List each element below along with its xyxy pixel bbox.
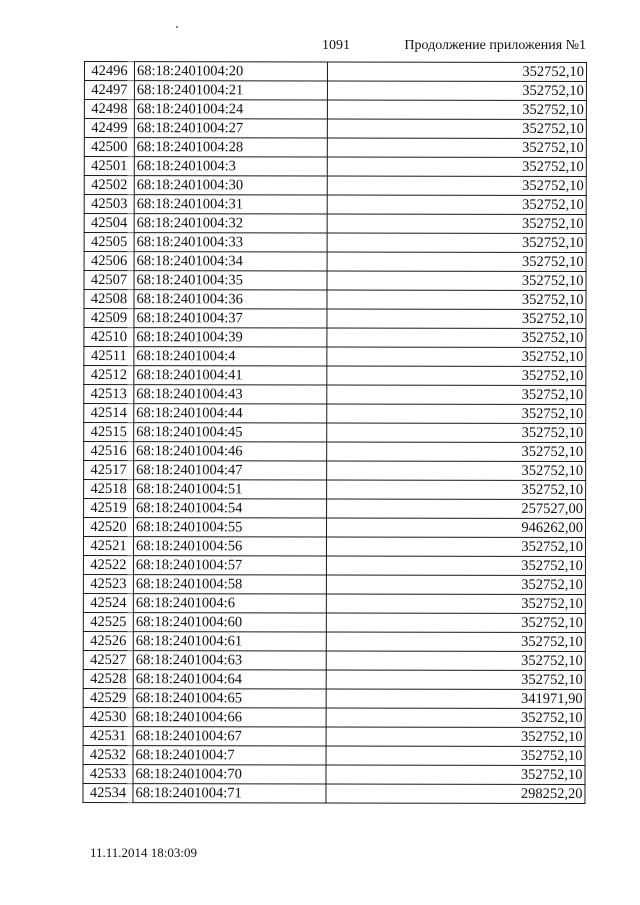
table-row (84, 176, 586, 196)
row-id-cell: 42510 (84, 328, 134, 347)
row-id-cell: 42512 (84, 366, 134, 385)
cadastral-number-cell: 68:18:2401004:66 (133, 708, 326, 727)
table-row (84, 328, 586, 348)
cadastral-number-cell: 68:18:2401004:31 (134, 195, 327, 214)
table-row (83, 537, 585, 557)
table-row (83, 650, 585, 670)
register-table (82, 61, 587, 804)
table-row (84, 119, 586, 139)
value-cell: 352752,10 (326, 594, 585, 614)
cadastral-number-cell: 68:18:2401004:3 (134, 157, 327, 176)
table-row (83, 593, 585, 613)
cadastral-number-cell: 68:18:2401004:64 (133, 670, 326, 689)
table-row (83, 631, 585, 651)
row-id-cell: 42501 (84, 157, 134, 176)
row-id-cell: 42517 (84, 461, 134, 480)
value-cell: 352752,10 (327, 138, 586, 158)
cadastral-number-cell: 68:18:2401004:28 (134, 138, 327, 157)
table-row (84, 233, 586, 253)
row-id-cell: 42523 (83, 574, 133, 593)
cadastral-number-cell: 68:18:2401004:20 (134, 62, 327, 81)
value-cell: 352752,10 (326, 556, 585, 576)
table-row (83, 669, 585, 689)
table-row (83, 726, 585, 746)
row-id-cell: 42528 (83, 669, 133, 688)
value-cell: 352752,10 (326, 537, 585, 557)
cadastral-number-cell: 68:18:2401004:51 (134, 480, 327, 499)
value-cell: 352752,10 (326, 613, 585, 633)
row-id-cell: 42520 (84, 518, 134, 537)
table-row (84, 461, 586, 481)
row-id-cell: 42526 (83, 631, 133, 650)
footer-timestamp: 11.11.2014 18:03:09 (90, 845, 198, 860)
row-id-cell: 42518 (84, 480, 134, 499)
value-cell: 352752,10 (327, 195, 586, 215)
table-row (84, 138, 586, 158)
cadastral-number-cell: 68:18:2401004:56 (133, 537, 326, 556)
value-cell: 352752,10 (327, 423, 586, 443)
cadastral-number-cell: 68:18:2401004:57 (133, 556, 326, 575)
row-id-cell: 42506 (84, 252, 134, 271)
table-row (84, 518, 586, 538)
row-id-cell: 42524 (83, 593, 133, 612)
table-row (83, 688, 585, 708)
table-row (84, 366, 586, 386)
value-cell: 352752,10 (326, 632, 585, 652)
table-row (84, 157, 586, 177)
value-cell: 352752,10 (327, 119, 586, 139)
value-cell: 352752,10 (327, 461, 586, 481)
table-row (84, 309, 586, 329)
value-cell: 352752,10 (327, 404, 586, 424)
row-id-cell: 42521 (83, 537, 133, 556)
row-id-cell: 42531 (83, 726, 133, 745)
row-id-cell: 42522 (83, 555, 133, 574)
row-id-cell: 42513 (84, 385, 134, 404)
row-id-cell: 42507 (84, 271, 134, 290)
value-cell: 946262,00 (327, 518, 586, 538)
value-cell: 352752,10 (326, 575, 585, 595)
table-row (84, 499, 586, 519)
table-row (84, 252, 586, 272)
row-id-cell: 42532 (83, 745, 133, 764)
table-row (83, 783, 585, 803)
row-id-cell: 42519 (84, 499, 134, 518)
value-cell: 352752,10 (327, 252, 586, 272)
cadastral-number-cell: 68:18:2401004:30 (134, 176, 327, 195)
row-id-cell: 42498 (84, 100, 134, 119)
cadastral-number-cell: 68:18:2401004:55 (134, 518, 327, 537)
row-id-cell: 42508 (84, 290, 134, 309)
row-id-cell: 42504 (84, 214, 134, 233)
row-id-cell: 42503 (84, 195, 134, 214)
cadastral-number-cell: 68:18:2401004:27 (134, 119, 327, 138)
value-cell: 341971,90 (326, 689, 585, 709)
cadastral-number-cell: 68:18:2401004:70 (133, 765, 326, 784)
cadastral-number-cell: 68:18:2401004:63 (133, 651, 326, 670)
table-row (84, 404, 586, 424)
row-id-cell: 42502 (84, 176, 134, 195)
cadastral-number-cell: 68:18:2401004:61 (133, 632, 326, 651)
value-cell: 352752,10 (327, 214, 586, 234)
cadastral-number-cell: 68:18:2401004:32 (134, 214, 327, 233)
value-cell: 352752,10 (327, 366, 586, 386)
cadastral-number-cell: 68:18:2401004:60 (133, 613, 326, 632)
row-id-cell: 42509 (84, 309, 134, 328)
cadastral-number-cell: 68:18:2401004:4 (134, 347, 327, 366)
cadastral-number-cell: 68:18:2401004:6 (133, 594, 326, 613)
table-row (84, 214, 586, 234)
table-row (83, 764, 585, 784)
cadastral-number-cell: 68:18:2401004:43 (134, 385, 327, 404)
page-number: 1091 (322, 38, 350, 53)
value-cell: 352752,10 (327, 233, 586, 253)
cadastral-number-cell: 68:18:2401004:71 (133, 784, 326, 803)
row-id-cell: 42525 (83, 612, 133, 631)
value-cell: 352752,10 (327, 81, 586, 101)
page-continuation-title: Продолжение приложения №1 (404, 38, 586, 53)
value-cell: 352752,10 (327, 290, 586, 310)
value-cell: 257527,00 (327, 499, 586, 519)
row-id-cell: 42516 (84, 442, 134, 461)
cadastral-number-cell: 68:18:2401004:44 (134, 404, 327, 423)
table-row (84, 347, 586, 367)
cadastral-number-cell: 68:18:2401004:39 (134, 328, 327, 347)
table-row (84, 81, 586, 101)
table-row (83, 555, 585, 575)
table-row (83, 574, 585, 594)
table-row (84, 271, 586, 291)
cadastral-number-cell: 68:18:2401004:37 (134, 309, 327, 328)
table-row (84, 62, 586, 82)
row-id-cell: 42514 (84, 404, 134, 423)
cadastral-number-cell: 68:18:2401004:54 (134, 499, 327, 518)
value-cell: 352752,10 (327, 385, 586, 405)
row-id-cell: 42529 (83, 688, 133, 707)
cadastral-number-cell: 68:18:2401004:65 (133, 689, 326, 708)
value-cell: 352752,10 (326, 651, 585, 671)
value-cell: 352752,10 (327, 62, 586, 82)
value-cell: 352752,10 (327, 347, 586, 367)
cadastral-number-cell: 68:18:2401004:47 (134, 461, 327, 480)
value-cell: 352752,10 (326, 765, 585, 785)
row-id-cell: 42505 (84, 233, 134, 252)
cadastral-number-cell: 68:18:2401004:33 (134, 233, 327, 252)
table-row (84, 100, 586, 120)
value-cell: 352752,10 (327, 157, 586, 177)
value-cell: 352752,10 (327, 328, 586, 348)
row-id-cell: 42515 (84, 423, 134, 442)
table-row (84, 385, 586, 405)
value-cell: 352752,10 (326, 708, 585, 728)
value-cell: 352752,10 (327, 480, 586, 500)
row-id-cell: 42500 (84, 138, 134, 157)
row-id-cell: 42533 (83, 764, 133, 783)
row-id-cell: 42534 (83, 783, 133, 802)
register-table-body (83, 62, 587, 804)
table-row (84, 290, 586, 310)
cadastral-number-cell: 68:18:2401004:34 (134, 252, 327, 271)
value-cell: 352752,10 (327, 271, 586, 291)
row-id-cell: 42530 (83, 707, 133, 726)
value-cell: 352752,10 (327, 176, 586, 196)
row-id-cell: 42527 (83, 650, 133, 669)
value-cell: 352752,10 (326, 746, 585, 766)
cadastral-number-cell: 68:18:2401004:41 (134, 366, 327, 385)
cadastral-number-cell: 68:18:2401004:35 (134, 271, 327, 290)
table-row (84, 480, 586, 500)
cadastral-number-cell: 68:18:2401004:36 (134, 290, 327, 309)
row-id-cell: 42499 (84, 119, 134, 138)
table-row (84, 195, 586, 215)
scan-mark (176, 26, 178, 28)
table-row (84, 442, 586, 462)
value-cell: 352752,10 (327, 100, 586, 120)
row-id-cell: 42497 (84, 81, 134, 100)
row-id-cell: 42511 (84, 347, 134, 366)
table-row (83, 707, 585, 727)
cadastral-number-cell: 68:18:2401004:46 (134, 442, 327, 461)
value-cell: 352752,10 (326, 670, 585, 690)
cadastral-number-cell: 68:18:2401004:7 (133, 746, 326, 765)
table-row (84, 423, 586, 443)
table-row (83, 612, 585, 632)
value-cell: 298252,20 (326, 784, 585, 804)
value-cell: 352752,10 (326, 727, 585, 747)
value-cell: 352752,10 (327, 442, 586, 462)
cadastral-number-cell: 68:18:2401004:21 (134, 81, 327, 100)
cadastral-number-cell: 68:18:2401004:45 (134, 423, 327, 442)
cadastral-number-cell: 68:18:2401004:24 (134, 100, 327, 119)
table-row (83, 745, 585, 765)
cadastral-number-cell: 68:18:2401004:58 (133, 575, 326, 594)
value-cell: 352752,10 (327, 309, 586, 329)
cadastral-number-cell: 68:18:2401004:67 (133, 727, 326, 746)
row-id-cell: 42496 (84, 62, 134, 81)
